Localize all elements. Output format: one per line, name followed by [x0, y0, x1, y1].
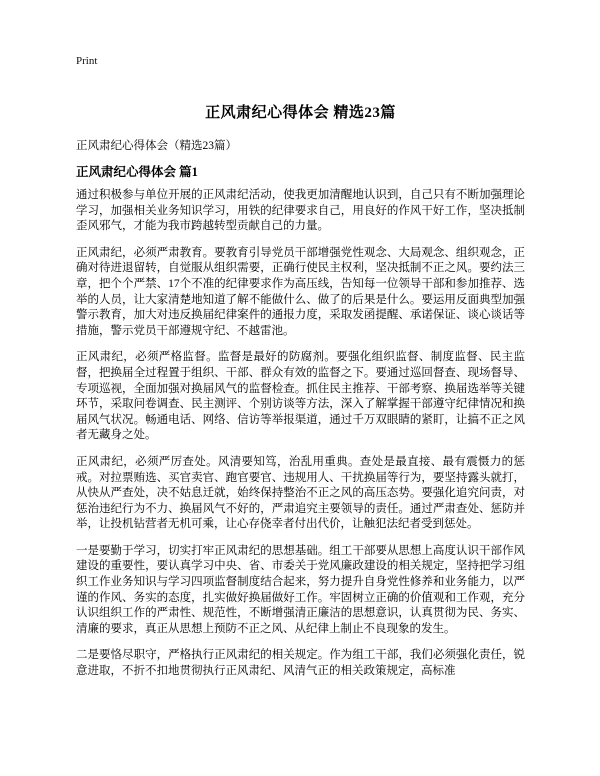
section-heading: 正风肃纪心得体会 篇1	[76, 165, 198, 179]
paragraph-5: 一是要勤于学习，切实打牢正风肃纪的思想基础。组工干部要从思想上高度认识干部作风建设的重要性，要认真学习中央、省、市委关于党风廉政建设的相关规定，坚持把学习组织工作业务知识与学习四项监督制度结合起来，努力提升自身党性修养和业务能力，以严谨的作风、务实的态度，扎实做好换届做好工作。牢固树立正确的价值观和工作观，充分认识组织工作的严肃性、规范性，不断增强清正廉洁的思想意识，认真贯彻为民、务实、清廉的要求，真正从思想上预防不正之风、从纪律上制止不良现象的发生。	[76, 544, 525, 635]
paragraph-4: 正风肃纪，必须严厉查处。风清要知笃，治乱用重典。查处是最直接、最有震慑力的惩戒。对拉票贿选、买官卖官、跑官要官、违规用人、干扰换届等行为，要坚持露头就打，从快从严查处，决不姑息迁就，始终保持整治不正之风的高压态势。要强化追究问责，对惩治违纪行为不力、换届风气不好的，严肃追究主要领导的责任。通过严肃查处、惩防并举，让投机钻营者无机可乘，让心存侥幸者付出代价，让触犯法纪者受到惩处。	[76, 455, 525, 531]
paragraph-2: 正风肃纪，必须严肃教育。要教育引导党员干部增强党性观念、大局观念、组织观念，正确对待进退留转，自觉服从组织需要，正确行使民主权利，坚决抵制不正之风。要约法三章，把个个严禁、17个不准的纪律要求作为高压线，告知每一位领导干部和参加推荐、选举的人员，让大家清楚地知道了解不能做什么、做了的后果是什么。要运用反面典型加强警示教育，加大对违反换届纪律案件的通报力度，采取发函提醒、承诺保证、谈心谈话等措施，警示党员干部遵规守纪、不越雷池。	[76, 246, 525, 337]
document-subtitle: 正风肃纪心得体会（精选23篇）	[76, 140, 237, 152]
paragraph-6: 二是要恪尽职守，严格执行正风肃纪的相关规定。作为组工干部，我们必须强化责任，锐意进取，不折不扣地贯彻执行正风肃纪、风清气正的相关政策规定，高标准	[76, 649, 525, 678]
paragraph-1: 通过积极参与单位开展的正风肃纪活动，使我更加清醒地认识到，自己只有不断加强理论学习，加强相关业务知识学习，用铁的纪律要求自己，用良好的作风干好工作，坚决抵制歪风邪气，才能为我市跨越转型贡献自己的力量。	[76, 189, 525, 233]
print-button[interactable]: Print	[76, 55, 98, 67]
document-title: 正风肃纪心得体会 精选23篇	[205, 105, 396, 121]
paragraph-3: 正风肃纪，必须严格监督。监督是最好的防腐剂。要强化组织监督、制度监督、民主监督，把换届全过程置于组织、干部、群众有效的监督之下。要通过巡回督查、现场督导、专项巡视，全面加强对换届风气的监督检查。抓住民主推荐、干部考察、换届选举等关键环节，采取问卷调查、民主测评、个别访谈等方法，深入了解掌握干部遵守纪律情况和换届风气状况。畅通电话、网络、信访等举报渠道，通过千万双眼睛的紧盯，让搞不正之风者无藏身之处。	[76, 351, 525, 442]
